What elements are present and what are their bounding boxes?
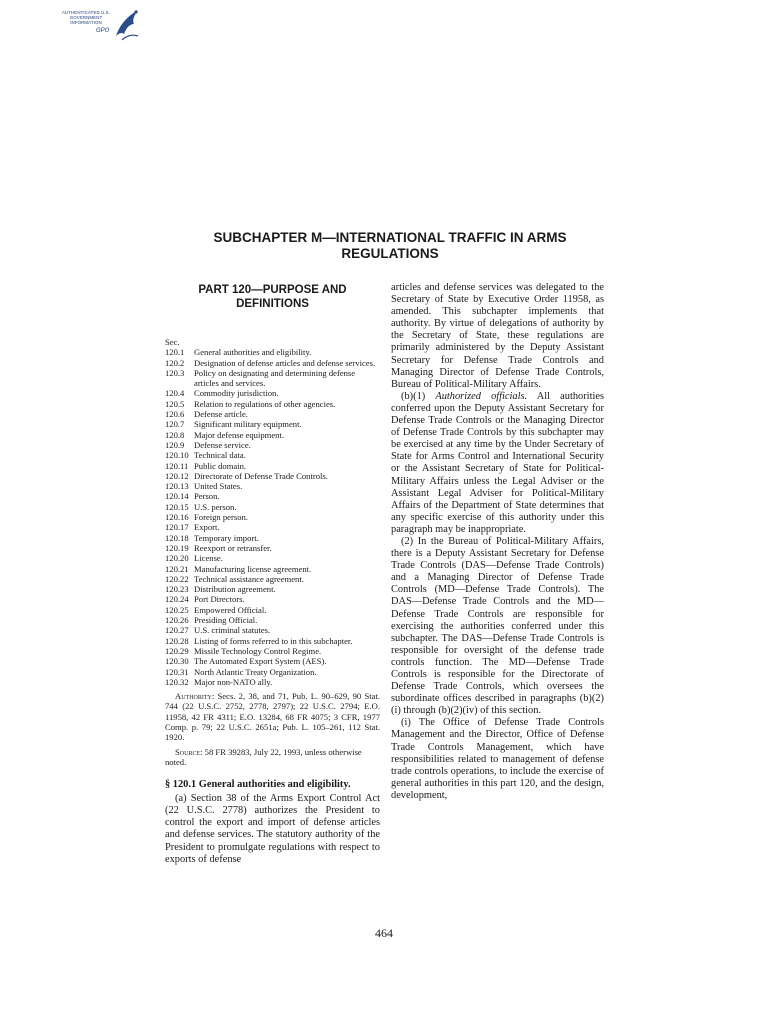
toc-item [165, 656, 380, 666]
toc-item-number: 120.25 [165, 604, 189, 615]
toc-item-title: General authorities and eligibility. [194, 347, 312, 358]
toc-item-number: 120.1 [165, 347, 185, 358]
toc-item-number: 120.31 [165, 666, 189, 677]
toc-item-title: Presiding Official. [194, 615, 258, 626]
toc-item-number: 120.32 [165, 676, 189, 687]
toc-item-title: Public domain. [194, 460, 247, 471]
toc-item-title: Directorate of Defense Trade Controls. [194, 470, 328, 481]
toc-item [165, 461, 380, 471]
toc-item-title: U.S. person. [194, 501, 237, 512]
toc-item [165, 636, 380, 646]
toc-item-title: Export. [194, 522, 220, 533]
authority-text: Secs. 2, 38, and 71, Pub. L. 90–629, 90 Stat. 744 (22 U.S.C. 2752, 2778, 2797); 22 U.S.C. 2794; E.O. 11958, 42 FR 4311; E.O. 13284, 68 FR 4075; 3 CFR, 1977 Comp. p. 79; 22 U.S.C. 2651a; Pub. L. 105–261, 112 Stat. 1920. [165, 691, 380, 743]
section-heading: § 120.1 General authorities and eligibility. [165, 779, 351, 791]
toc-list [165, 347, 380, 687]
toc-item [165, 677, 380, 687]
toc-item [165, 564, 380, 574]
toc-item-title: Major defense equipment. [194, 429, 284, 440]
toc-item-number: 120.24 [165, 594, 189, 605]
toc-item-number: 120.3 [165, 367, 185, 378]
subchapter-title: SUBCHAPTER M—INTERNATIONAL TRAFFIC IN ARMS REGULATIONS [213, 230, 567, 261]
toc-item-title: Missile Technology Control Regime. [194, 645, 322, 656]
paragraph-b1-italic: Authorized officials. [435, 390, 528, 402]
paragraph-a: (a) Section 38 of the Arms Export Control Act (22 U.S.C. 2778) authorizes the President to control the export and import of defense articles and defense services. The statutory authority of the President to promulgate regulations with respect to exports of defense [165, 793, 380, 865]
toc-item [165, 553, 380, 563]
toc-item-number: 120.21 [165, 563, 189, 574]
toc-item [165, 605, 380, 615]
badge-gpo-label: GPO [96, 28, 110, 34]
toc-item [165, 450, 380, 460]
toc-item-number: 120.30 [165, 656, 189, 667]
toc-item-title: Significant military equipment. [194, 419, 302, 430]
source-note [165, 747, 380, 768]
left-column [165, 283, 380, 866]
toc-item-number: 120.7 [165, 419, 185, 430]
toc-item [165, 615, 380, 625]
toc-item-title: Person. [194, 491, 220, 502]
toc-heading: Sec. [165, 337, 180, 347]
toc-item [165, 522, 380, 532]
eagle-logo-icon [112, 6, 142, 46]
toc-item-title: North Atlantic Treaty Organization. [194, 666, 317, 677]
toc-item [165, 533, 380, 543]
toc-item-title: U.S. criminal statutes. [194, 625, 271, 636]
toc-item-number: 120.6 [165, 409, 185, 420]
page-number: 464 [375, 926, 393, 940]
toc-item [165, 594, 380, 604]
toc-item-number: 120.4 [165, 388, 185, 399]
paragraph-b1 [391, 391, 604, 536]
toc-item-number: 120.5 [165, 398, 185, 409]
toc-item [165, 625, 380, 635]
right-column [391, 282, 604, 802]
toc-item-number: 120.13 [165, 481, 189, 492]
toc-item [165, 471, 380, 481]
toc-item-number: 120.20 [165, 553, 189, 564]
paragraph-a-continued: articles and defense services was delegated to the Secretary of State by Executive Order 11958, as amended. This subchapter implements that authority. By virtue of delegations of authority by the Secretary of State, these regulations are primarily administered by the Deputy Assistant Secretary for Defense Trade Controls and Managing Director of Defense Trade Controls, Bureau of Political-Military Affairs. [391, 282, 604, 390]
toc-item [165, 440, 380, 450]
toc-item-title: Reexport or retransfer. [194, 542, 272, 553]
toc-item-number: 120.15 [165, 501, 189, 512]
toc-item-number: 120.19 [165, 542, 189, 553]
toc-item-number: 120.22 [165, 573, 189, 584]
toc-item [165, 430, 380, 440]
toc-item-number: 120.29 [165, 645, 189, 656]
toc-item-title: The Automated Export System (AES). [194, 656, 327, 667]
toc-item-title: Designation of defense articles and defense services. [194, 357, 376, 368]
toc-item [165, 667, 380, 677]
part-title: PART 120—PURPOSE AND DEFINITIONS [198, 284, 347, 310]
toc-item-number: 120.2 [165, 357, 185, 368]
toc-item-title: Empowered Official. [194, 604, 267, 615]
toc-item-number: 120.9 [165, 439, 185, 450]
toc-item [165, 543, 380, 553]
toc-item [165, 481, 380, 491]
gpo-authentication-badge [58, 6, 144, 46]
toc-item [165, 584, 380, 594]
toc-item-title: Port Directors. [194, 594, 245, 605]
paragraph-b2-i: (i) The Office of Defense Trade Controls Management and the Director, Office of Defense Trade Controls Management, which have responsibilities related to management of defense trade controls operations, to include the exercise of general authorities in this part 120, and the design, development, [391, 717, 604, 801]
toc-item-title: United States. [194, 481, 243, 492]
toc-item [165, 399, 380, 409]
toc-item-title: Manufacturing license agreement. [194, 563, 312, 574]
toc-item-title: Technical assistance agreement. [194, 573, 304, 584]
toc-item [165, 646, 380, 656]
toc-item [165, 358, 380, 368]
authority-note [165, 691, 380, 742]
toc-item-title: Relation to regulations of other agencies. [194, 398, 336, 409]
toc-item [165, 574, 380, 584]
toc-item-title: Temporary import. [194, 532, 259, 543]
toc-item-number: 120.8 [165, 429, 185, 440]
toc-item [165, 347, 380, 357]
toc-item-title: Defense article. [194, 409, 248, 420]
table-of-contents [165, 337, 380, 687]
badge-text: AUTHENTICATED U.S. GOVERNMENT INFORMATION [61, 10, 111, 25]
toc-item [165, 419, 380, 429]
paragraph-b1-lead: (b)(1) [401, 390, 426, 402]
toc-item-title: License. [194, 553, 223, 564]
toc-item [165, 409, 380, 419]
source-label: Source: [175, 746, 203, 757]
toc-item-title: Defense service. [194, 439, 251, 450]
toc-item-number: 120.10 [165, 450, 189, 461]
toc-item-number: 120.16 [165, 512, 189, 523]
toc-item-title: Commodity jurisdiction. [194, 388, 279, 399]
toc-item-number: 120.28 [165, 635, 189, 646]
paragraph-b2: (2) In the Bureau of Political-Military Affairs, there is a Deputy Assistant Secretary for Defense Trade Controls (DAS—Defense Trade Controls) and a Managing Director of Defense Trade Controls (MD—Defense Trade Controls). The DAS—Defense Trade Controls and the MD—Defense Trade Controls are responsible for exercising the authorities conferred under this subchapter. The DAS—Defense Trade Controls is responsible for oversight of the defense trade controls function. The MD—Defense Trade Controls is responsible for the Directorate of Defense Trade Controls, which oversees the subordinate offices described in paragraphs (b)(2)(i) through (b)(2)(iv) of this section. [391, 535, 604, 717]
toc-item-number: 120.12 [165, 470, 189, 481]
toc-item [165, 512, 380, 522]
toc-item-number: 120.14 [165, 491, 189, 502]
toc-item-number: 120.26 [165, 615, 189, 626]
toc-item-number: 120.27 [165, 625, 189, 636]
toc-item-title: Foreign person. [194, 512, 248, 523]
toc-item [165, 502, 380, 512]
authority-label: Authority: [175, 691, 215, 702]
toc-item-number: 120.18 [165, 532, 189, 543]
toc-item-title: Major non-NATO ally. [194, 676, 273, 687]
toc-item [165, 491, 380, 501]
toc-item-number: 120.23 [165, 584, 189, 595]
toc-item [165, 368, 380, 389]
toc-item [165, 388, 380, 398]
toc-item-number: 120.17 [165, 522, 189, 533]
toc-item-number: 120.11 [165, 460, 189, 471]
toc-item-title: Policy on designating and determining defense articles and services. [194, 367, 356, 389]
toc-item-title: Listing of forms referred to in this subchapter. [194, 635, 353, 646]
toc-item-title: Distribution agreement. [194, 584, 276, 595]
paragraph-b1-text: All authorities conferred upon the Deputy Assistant Secretary for Defense Trade Controls or the Managing Director of Defense Trade Controls by this subchapter may be exercised at any time by the Under Secretary of State for Arms Control and International Security or the Assistant Secretary of State for Political-Military Affairs unless the Legal Adviser or the Assistant Legal Adviser for Political-Military Affairs of the Department of State determines that any specific exercise of this authority under this paragraph may be inappropriate. [391, 390, 604, 535]
source-text: 58 FR 39283, July 22, 1993, unless otherwise noted. [165, 746, 362, 767]
toc-item-title: Technical data. [194, 450, 246, 461]
